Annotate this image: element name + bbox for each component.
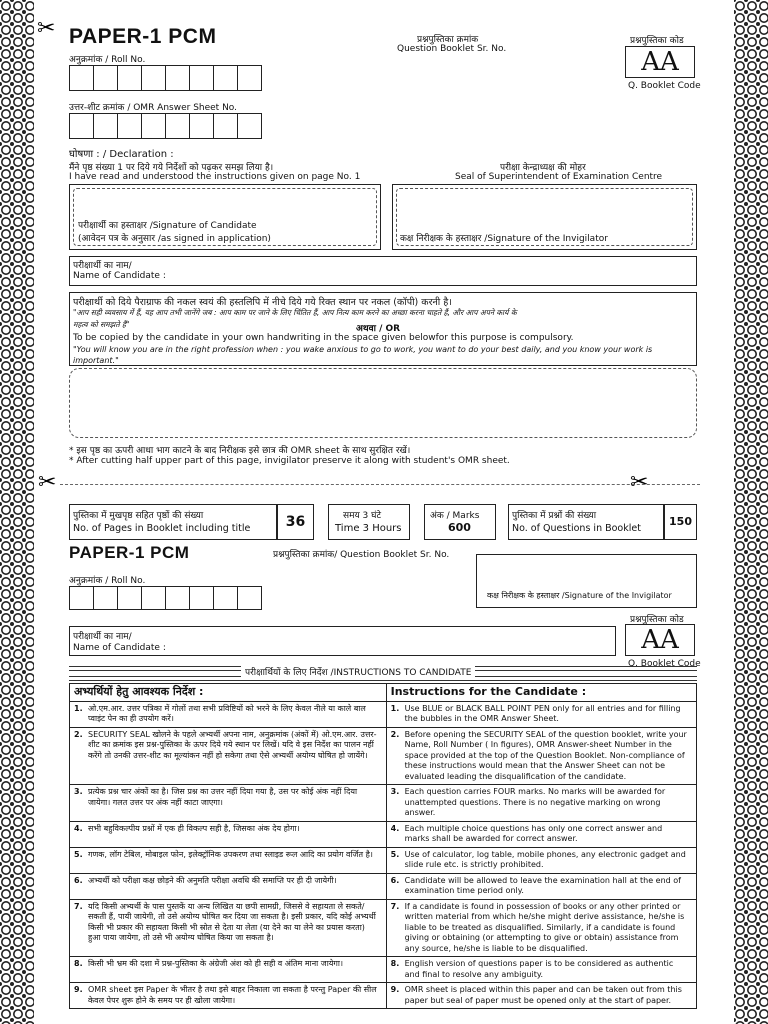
instruction-number: 4. [74,823,83,833]
quote-en-line2: important." [73,356,119,365]
instruction-text: यदि किसी अभ्यर्थी के पास पुस्तकें या अन्य लिखित या छपी सामग्री, जिससे वे सहायता ले सकते/सकती हैं, पायी जायेगी, तो उसे अयोग्य घोषित कर दिया जा सकता है। इसी प्रकार, यदि कोई अभ्यर्थी किसी भी प्रकार की सहायता किसी भी स्रोत से देता या लेता (या देने का या लेने का प्रयास करता) हुआ पाया जायेगा, तो उसे भी अयोग्य घोषित किया जा सकता है। [88,901,376,942]
instruction-number: 4. [390,823,400,833]
questions-label-en: No. of Questions in Booklet [512,523,641,534]
scissors-icon: ✂ [37,16,56,41]
lower-roll-no-boxes[interactable] [69,586,261,610]
quote-en-line1: "You will know you are in the right profession when : you wake anxious to go to work, you want to do your best daily, and you know your work is [73,345,653,354]
booklet-code-label-en: Q. Booklet Code [628,81,701,91]
instruction-cell-hi [70,957,387,983]
left-border-pattern [0,0,34,1024]
booklet-code-box: AA [625,46,695,78]
instruction-number: 6. [390,875,400,885]
instructions-en-title: Instructions for the Candidate : [386,684,696,702]
instruction-text: अभ्यर्थी को परीक्षा कक्ष छोड़ने की अनुमति परीक्षा अवधि की समाप्ति पर ही दी जायेगी। [88,875,337,885]
table-row [70,873,697,899]
instruction-cell-hi [70,701,387,727]
instruction-number: 7. [390,901,400,911]
lower-page-title: PAPER-1 PCM [69,543,190,562]
candidate-signature-label: परीक्षार्थी का हस्ताक्षर /Signature of Candidate [78,221,257,231]
instruction-number: 9. [74,985,83,994]
copy-instruction-hi: परीक्षार्थी को दिये पैराग्राफ की नकल स्वयं की हस्तलिपि में नीचे दिये गये रिक्त स्थान पर नकल (कॉपी) करनी है। [73,297,452,308]
seal-label-en: Seal of Superintendent of Examination Centre [455,172,663,182]
instructions-table [69,683,697,1009]
declaration-title: घोषणा : / Declaration : [69,149,174,160]
table-row [70,821,697,847]
scissors-icon: ✂ [38,470,57,495]
seal-label-hi: परीक्षा केन्द्राध्यक्ष की मोहर [500,163,586,173]
table-row [70,957,697,983]
lower-booklet-sr-label: प्रश्नपुस्तिका क्रमांक/ Question Booklet Sr. No. [273,550,450,560]
invigilator-signature-label: कक्ष निरीक्षक के हस्ताक्षर /Signature of the Invigilator [400,234,608,244]
instruction-text: OMR sheet इस Paper के भीतर है तथा इसे बाहर निकाला जा सकता है परन्तु Paper की सील केवल पेपर शुरू होने के समय पर ही खोला जायेगा। [88,985,377,1005]
scissors-icon: ✂ [630,470,649,495]
instruction-cell-hi [70,847,387,873]
roll-no-boxes[interactable] [69,65,261,91]
questions-value: 150 [664,504,697,540]
right-border-pattern [734,0,768,1024]
instruction-cell-en [386,899,696,957]
lower-invigilator-signature-label: कक्ष निरीक्षक के हस्ताक्षर /Signature of the Invigilator [487,591,672,600]
instruction-cell-en [386,983,696,1009]
instruction-number: 1. [390,703,400,713]
declaration-en: I have read and understood the instructions given on page No. 1 [69,172,361,182]
instruction-cell-hi [70,873,387,899]
instruction-number: 5. [390,849,400,859]
quote-hi-line2: महत्व को समझते हैं" [73,320,130,329]
candidate-name-label-hi: परीक्षार्थी का नाम/ [73,261,132,271]
booklet-sr-label-en: Question Booklet Sr. No. [397,44,507,54]
instruction-text: ओ.एम.आर. उत्तर पत्रिका में गोलों तथा सभी प्रविष्टियों को भरने के लिए केवल नीले या काले बाल प्वाइंट पेन का ही उपयोग करें। [88,703,366,723]
instruction-number: 2. [390,729,400,739]
instruction-cell-hi [70,785,387,822]
lower-candidate-name-label-hi: परीक्षार्थी का नाम/ [73,632,132,642]
time-label-hi: समय 3 घंटे [343,511,381,521]
candidate-signature-sub: (आवेदन पत्र के अनुसार /as signed in application) [78,234,271,244]
instruction-text: Use BLUE or BLACK BALL POINT PEN only for all entries and for filling the bubbles in the OMR Answer Sheet. [404,703,681,723]
instruction-text: सभी बहुविकल्पीय प्रश्नों में एक ही विकल्प सही है, जिसका अंक देय होगा। [88,823,300,833]
pages-value: 36 [277,504,314,540]
instruction-text: English version of questions paper is to be considered as authentic and final to resolve any ambiguity. [404,959,674,979]
table-row [70,983,697,1009]
instruction-number: 6. [74,875,83,885]
instruction-text: OMR sheet is placed within this paper and can be taken out from this paper but seal of paper must be opened only at the start of paper. [404,985,682,1005]
table-row [70,701,697,727]
instructions-heading: परीक्षार्थियों के लिए निर्देश /INSTRUCTIONS TO CANDIDATE [241,665,475,678]
table-row [70,785,697,822]
handwriting-area[interactable] [69,368,697,438]
omr-no-boxes[interactable] [69,113,261,139]
instruction-number: 3. [390,787,400,796]
instruction-cell-en [386,821,696,847]
lower-booklet-code-box: AA [625,624,695,656]
pages-label-en: No. of Pages in Booklet including title [73,523,251,534]
instruction-number: 2. [74,729,83,739]
instruction-cell-en [386,727,696,785]
instruction-text: Use of calculator, log table, mobile phones, any electronic gadget and slide rule etc. is strictly prohibited. [404,849,686,869]
instruction-cell-hi [70,821,387,847]
instruction-cell-hi [70,983,387,1009]
instruction-text: प्रत्येक प्रश्न चार अंकों का है। जिस प्रश्न का उत्तर नहीं दिया गया है, उस पर कोई अंक नहीं दिया जायेगा। गलत उत्तर पर अंक नहीं काटा जाएगा। [88,787,358,807]
instruction-cell-en [386,847,696,873]
marks-value: 600 [448,521,471,534]
instructions-rule [69,680,697,681]
instruction-number: 5. [74,849,83,859]
instruction-text: Before opening the SECURITY SEAL of the question booklet, write your Name, Roll Number ( In figures), OMR Answer-sheet Number in the space provided at the top of the Question Booklet. Non-compliance of these instructions would mean that the Answer Sheet can not be evaluated leading the disqualification of the candidate. [404,729,687,781]
note-en: * After cutting half upper part of this page, invigilator preserve it along with student's OMR sheet. [69,456,510,466]
declaration-hi: मैंने पृष्ठ संख्या 1 पर दिये गये निर्देशों को पढ़कर समझ लिया है। [69,163,274,173]
note-hi: * इस पृष्ठ का ऊपरी आधा भाग काटने के बाद निरीक्षक इसे छात्र की OMR sheet के साथ सुरक्षित रखें। [69,446,411,456]
instruction-number: 1. [74,703,83,713]
instruction-number: 8. [390,959,400,968]
table-row [70,899,697,957]
lower-candidate-name-label-en: Name of Candidate : [73,643,166,653]
or-label: अथवा / OR [356,324,401,334]
instruction-cell-en [386,785,696,822]
instruction-text: SECURITY SEAL खोलने के पहले अभ्यर्थी अपना नाम, अनुक्रमांक (अंकों में) ओ.एम.आर. उत्तर-शीट का क्रमांक इस प्रश्न-पुस्तिका के ऊपर दिये गये स्थान पर लिखें। यदि वे इस निर्देश का पालन नहीं करेंगे तो उनकी उत्तर-शीट का मूल्यांकन नहीं हो सकेगा तथा ऐसे अभ्यर्थी अयोग्य घोषित हो जायेंगे। [88,729,377,760]
marks-label: अंक / Marks [430,511,480,521]
candidate-name-label-en: Name of Candidate : [73,271,166,281]
instruction-text: Candidate will be allowed to leave the examination hall at the end of examination time period only. [404,875,681,895]
page-title: PAPER-1 PCM [69,25,217,48]
booklet-code-label-hi: प्रश्नपुस्तिका कोड [630,36,684,46]
instruction-cell-en [386,873,696,899]
lower-booklet-code-label-hi: प्रश्नपुस्तिका कोड [630,615,684,625]
time-label-en: Time 3 Hours [335,523,402,534]
instruction-number: 9. [390,985,400,994]
omr-label: उत्तर-शीट क्रमांक / OMR Answer Sheet No. [69,103,238,113]
pages-label-hi: पुस्तिका में मुखपृष्ठ सहित पृष्ठों की संख्या [73,511,204,521]
instruction-text: गणक, लॉग टेबिल, मोबाइल फोन, इलेक्ट्रॉनिक उपकरण तथा स्लाइड रूल आदि का प्रयोग वर्जित है। [88,849,373,859]
instruction-text: Each question carries FOUR marks. No marks will be awarded for unattempted questions. There is no negative marking on wrong answer. [404,787,666,817]
cut-line [60,484,700,485]
instruction-text: If a candidate is found in possession of books or any other printed or written material from which he/she might derive assistance, he/she is liable to be treated as disqualified. Similarly, if a candidate is found giving or obtaining (or attempting to give or obtain) assistance from any source, he/she is liable to be disqualified. [404,901,685,953]
instruction-cell-hi [70,727,387,785]
table-row [70,727,697,785]
instruction-cell-en [386,701,696,727]
instruction-number: 8. [74,959,83,968]
instruction-number: 3. [74,787,83,796]
instruction-text: किसी भी भ्रम की दशा में प्रश्न-पुस्तिका के अंग्रेजी अंश को ही सही व अंतिम माना जायेगा। [88,959,344,968]
quote-hi-line1: "आप सही व्यवसाय में हैं, यह आप तभी जानेंगे जब : आप काम पर जाने के लिए चिंतित हैं, आप नित्य काम करने का अच्छा करना चाहते हैं, और आप अपने कार्य के [73,308,517,317]
booklet-sr-label-hi: प्रश्नपुस्तिका क्रमांक [417,35,479,45]
instruction-number: 7. [74,901,83,911]
instruction-text: Each multiple choice questions has only one correct answer and marks shall be awarded for correct answer. [404,823,663,843]
instructions-hi-title: अभ्यर्थियों हेतु आवश्यक निर्देश : [70,684,387,702]
instruction-cell-en [386,957,696,983]
questions-label-hi: पुस्तिका में प्रश्नों की संख्या [512,511,597,521]
instruction-cell-hi [70,899,387,957]
table-row [70,847,697,873]
copy-instruction-en: To be copied by the candidate in your own handwriting in the space given belowfor this purpose is compulsory. [73,333,574,343]
lower-booklet-code-label-en: Q. Booklet Code [628,659,701,669]
roll-no-label: अनुक्रमांक / Roll No. [69,55,146,65]
lower-roll-no-label: अनुक्रमांक / Roll No. [69,576,146,586]
